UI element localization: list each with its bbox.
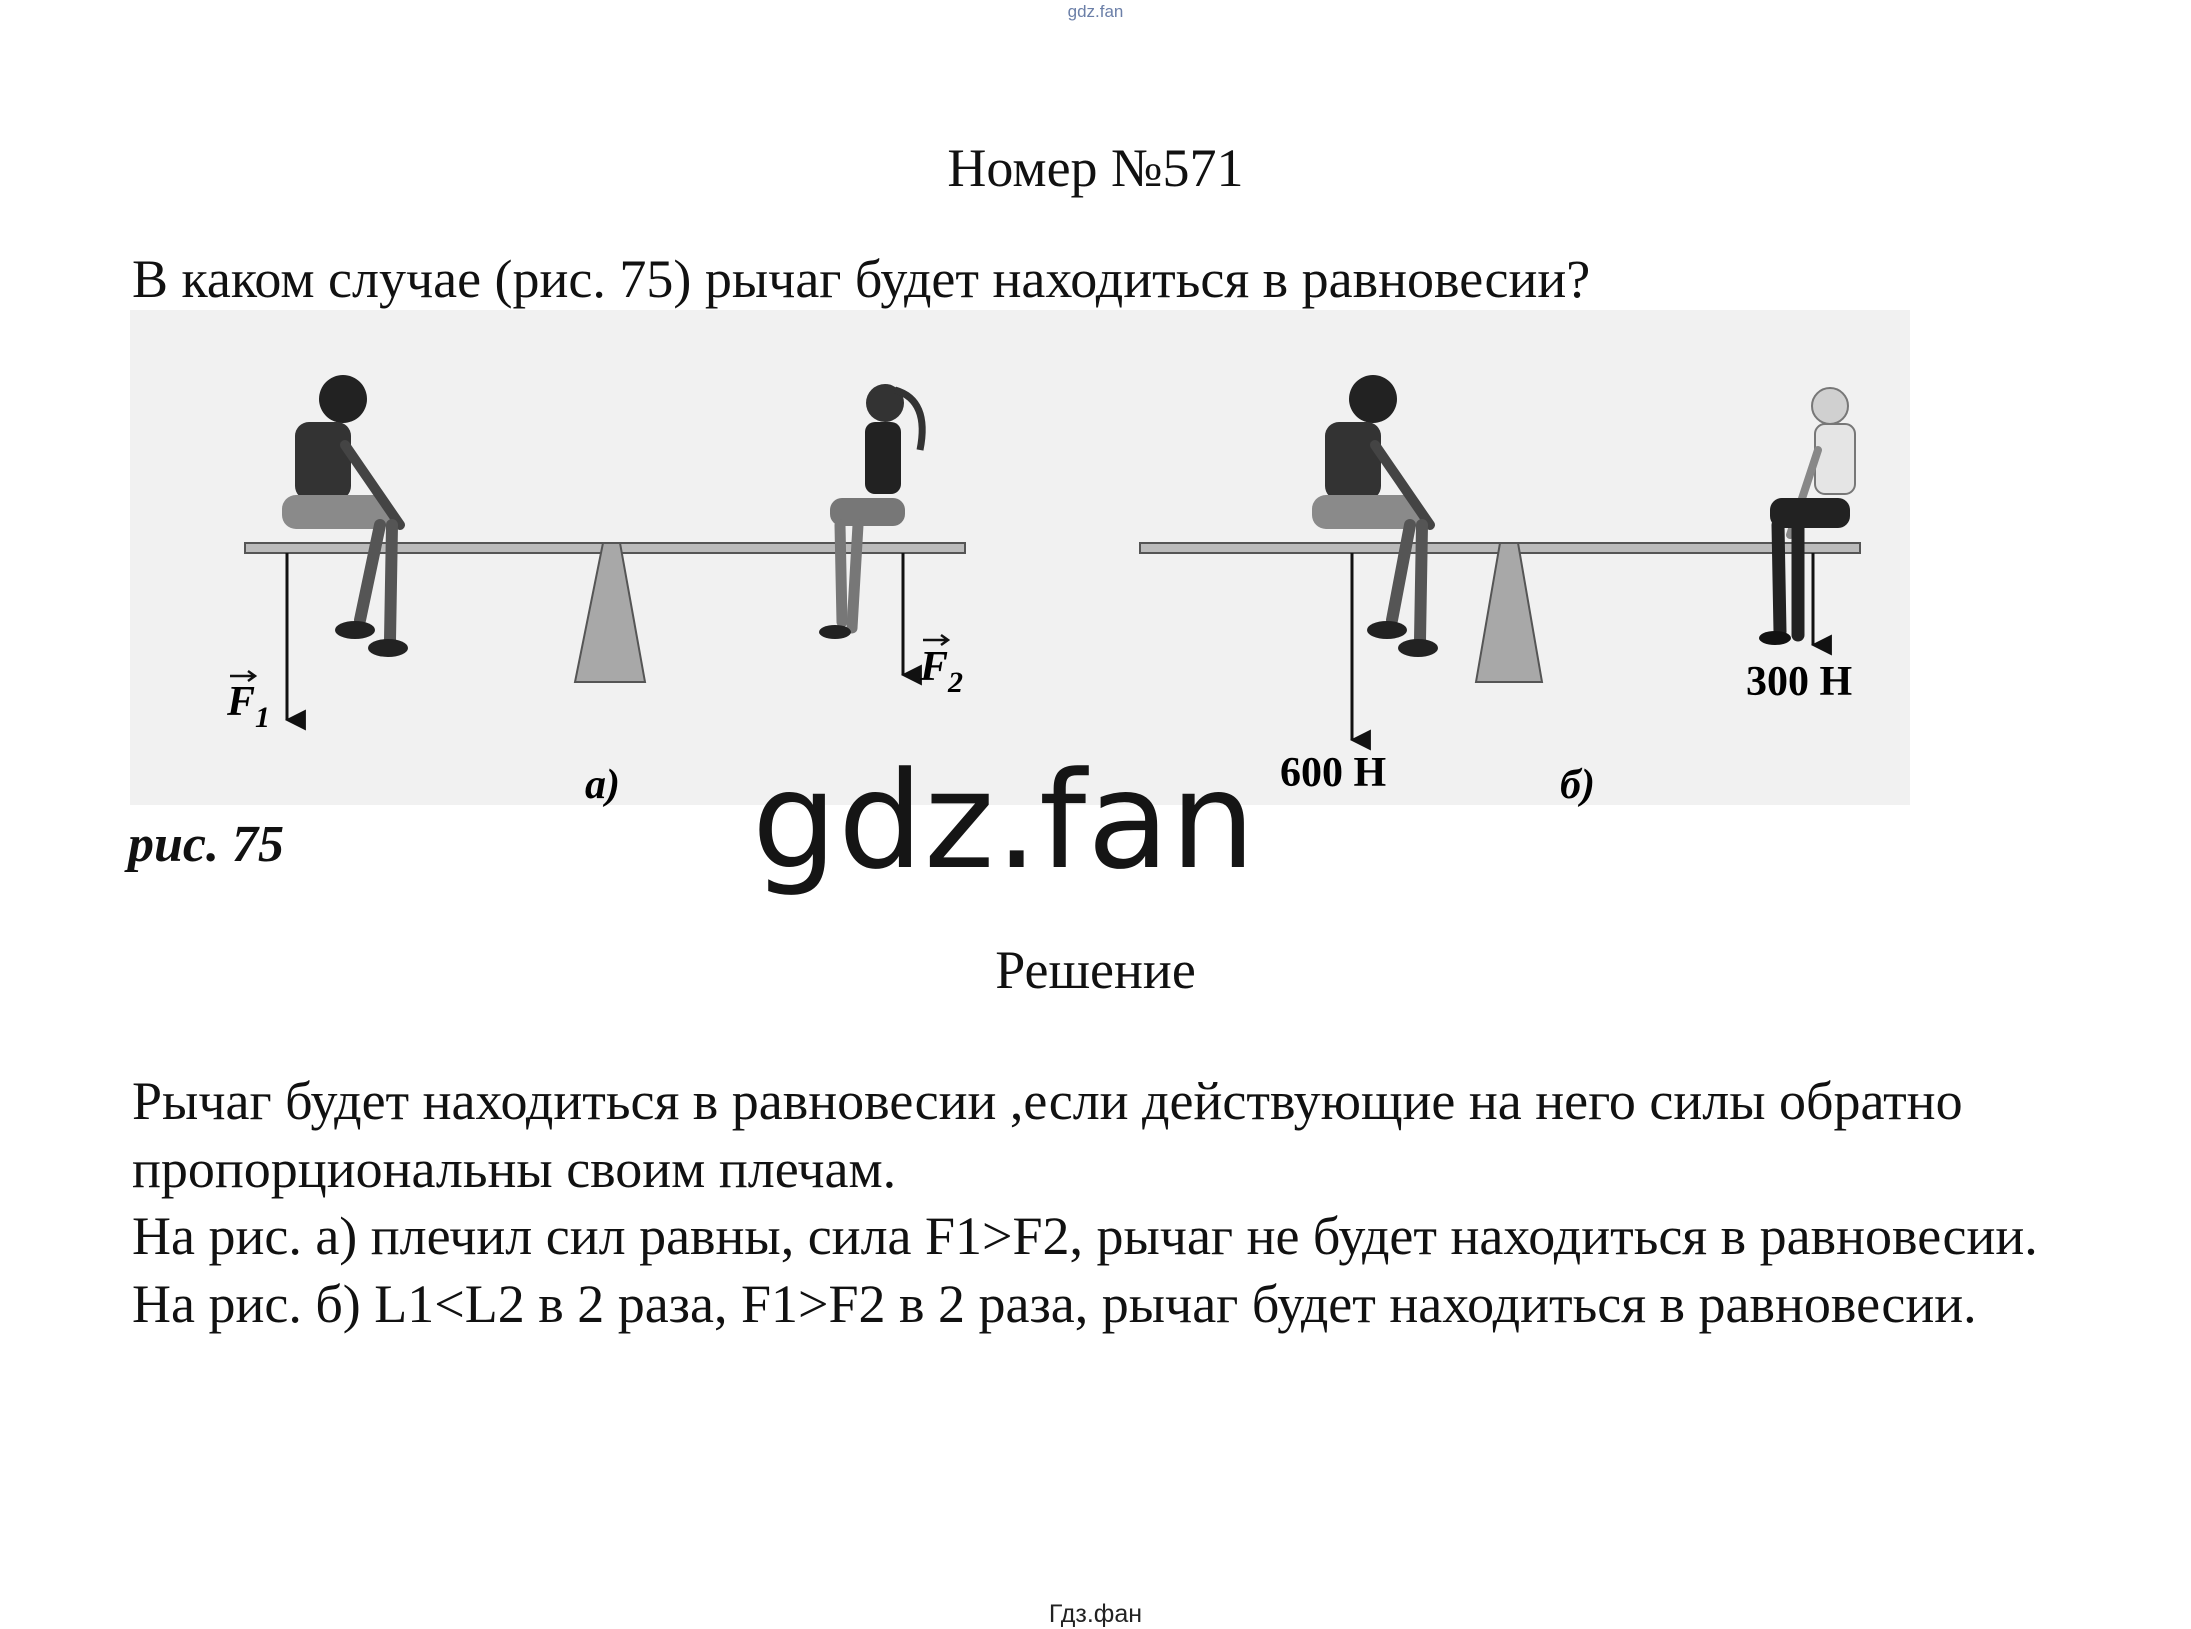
force-label-300: 300 Н — [1746, 659, 1853, 705]
watermark-large: gdz.fan — [752, 743, 1257, 899]
watermark-top: gdz.fan — [1067, 2, 1124, 21]
force-label-f1: $F_1$ — [227, 679, 271, 734]
solution-paragraph: На рис. б) L1<L2 в 2 раза, F1>F2 в 2 раза, рычаг будет находиться в равновесии. — [132, 1273, 1977, 1334]
panel-b-label: б) — [1560, 762, 1595, 808]
solution-paragraph: На рис. а) плечил сил равны, сила F1>F2, рычаг не будет находиться в равновесии. — [132, 1206, 2038, 1266]
figure-caption: рис. 75 — [128, 816, 284, 873]
solution-text — [132, 1068, 2112, 1338]
solution-paragraph: Рычаг будет находиться в равновесии ,если действующие на него силы обратно пропорциональны своим плечам. — [132, 1071, 1963, 1199]
panel-a-label: а) — [585, 762, 620, 808]
question-text: В каком случае (рис. 75) рычаг будет находиться в равновесии? — [132, 249, 1591, 309]
force-label-f2: $F_2$ — [920, 644, 964, 699]
solution-title: Решение — [995, 940, 1196, 1000]
lever-figure — [130, 310, 1910, 810]
page-title: Номер №571 — [947, 138, 1244, 198]
force-label-600: 600 Н — [1280, 750, 1387, 796]
watermark-bottom: Гдз.фан — [1048, 1600, 1143, 1628]
